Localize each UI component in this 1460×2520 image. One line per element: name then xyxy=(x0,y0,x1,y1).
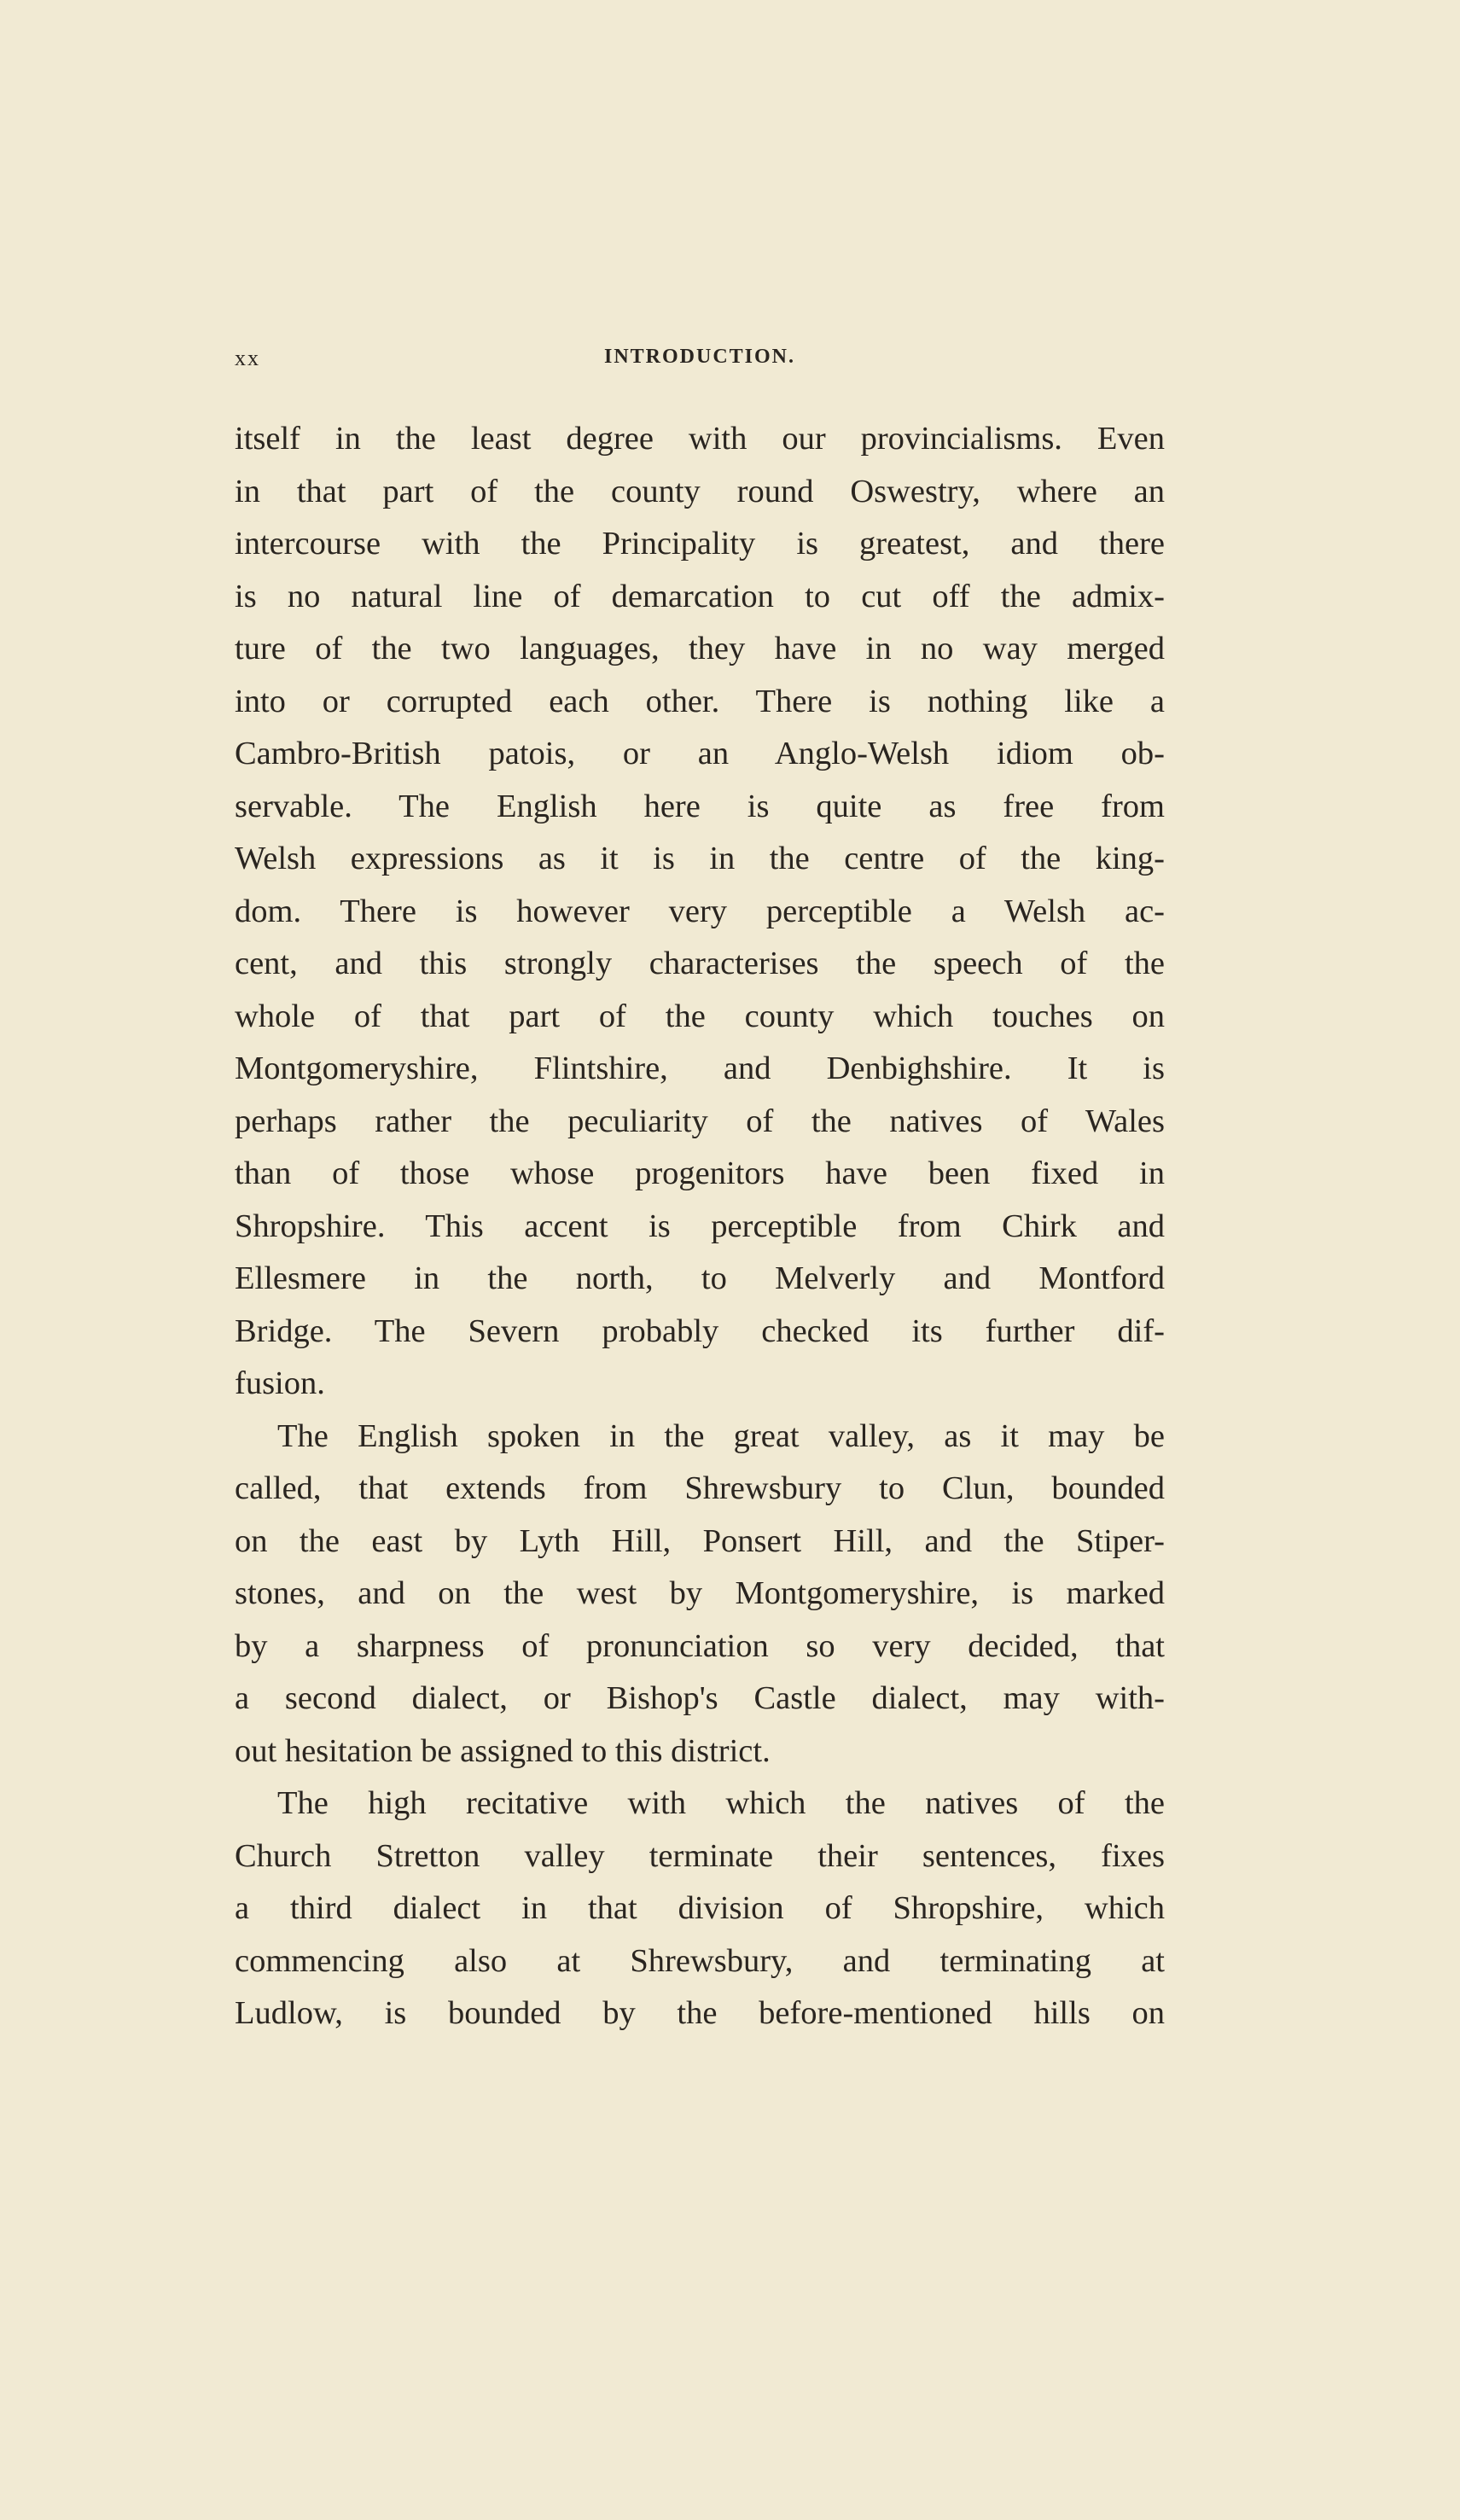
text-line: whole of that part of the county which touches on xyxy=(235,998,1165,1034)
text-line: stones, and on the west by Montgomeryshire, is marked xyxy=(235,1575,1165,1611)
running-title: INTRODUCTION. xyxy=(603,346,796,368)
text-line: Church Stretton valley terminate their sentences, fixes xyxy=(235,1837,1165,1874)
running-head xyxy=(235,346,1165,380)
text-line: perhaps rather the peculiarity of the natives of Wales xyxy=(235,1103,1165,1139)
text-line: commencing also at Shrewsbury, and terminating at xyxy=(235,1942,1165,1979)
text-line: than of those whose progenitors have been fixed in xyxy=(235,1155,1165,1191)
text-line: intercourse with the Principality is greatest, and there xyxy=(235,526,1165,562)
page-number: xx xyxy=(235,346,260,370)
text-line: by a sharpness of pronunciation so very decided, that xyxy=(235,1627,1165,1664)
text-line: dom. There is however very perceptible a Welsh ac- xyxy=(235,893,1165,929)
text-line: fusion. xyxy=(235,1365,325,1401)
text-line: into or corrupted each other. There is nothing like a xyxy=(235,683,1165,719)
text-line: Welsh expressions as it is in the centre of the king- xyxy=(235,841,1165,876)
text-line: a second dialect, or Bishop's Castle dialect, may with- xyxy=(235,1680,1165,1716)
text-line: Ellesmere in the north, to Melverly and Montford xyxy=(235,1260,1165,1296)
text-line: The English spoken in the great valley, as it may be xyxy=(277,1417,1165,1454)
text-line: The high recitative with which the natives of the xyxy=(277,1785,1165,1821)
text-line: Bridge. The Severn probably checked its further dif- xyxy=(235,1312,1165,1349)
text-line: itself in the least degree with our provincialisms. Even xyxy=(235,421,1165,457)
text-line: out hesitation be assigned to this district. xyxy=(235,1732,771,1769)
text-line: Shropshire. This accent is perceptible from Chirk and xyxy=(235,1208,1165,1244)
text-line: ture of the two languages, they have in no way merged xyxy=(235,631,1165,666)
text-line: in that part of the county round Oswestry, where an xyxy=(235,473,1165,509)
text-line: a third dialect in that division of Shropshire, which xyxy=(235,1890,1165,1926)
text-line: cent, and this strongly characterises the speech of the xyxy=(235,946,1165,981)
text-line: Ludlow, is bounded by the before-mentioned hills on xyxy=(235,1995,1165,2031)
text-line: Cambro-British patois, or an Anglo-Welsh idiom ob- xyxy=(235,736,1165,771)
text-line: called, that extends from Shrewsbury to Clun, bounded xyxy=(235,1470,1165,1506)
text-line: is no natural line of demarcation to cut off the admix- xyxy=(235,578,1165,614)
body-text xyxy=(235,413,1165,2040)
text-line: Montgomeryshire, Flintshire, and Denbighshire. It is xyxy=(235,1050,1165,1086)
text-line: servable. The English here is quite as free from xyxy=(235,788,1165,824)
text-line: on the east by Lyth Hill, Ponsert Hill, and the Stiper- xyxy=(235,1522,1165,1559)
